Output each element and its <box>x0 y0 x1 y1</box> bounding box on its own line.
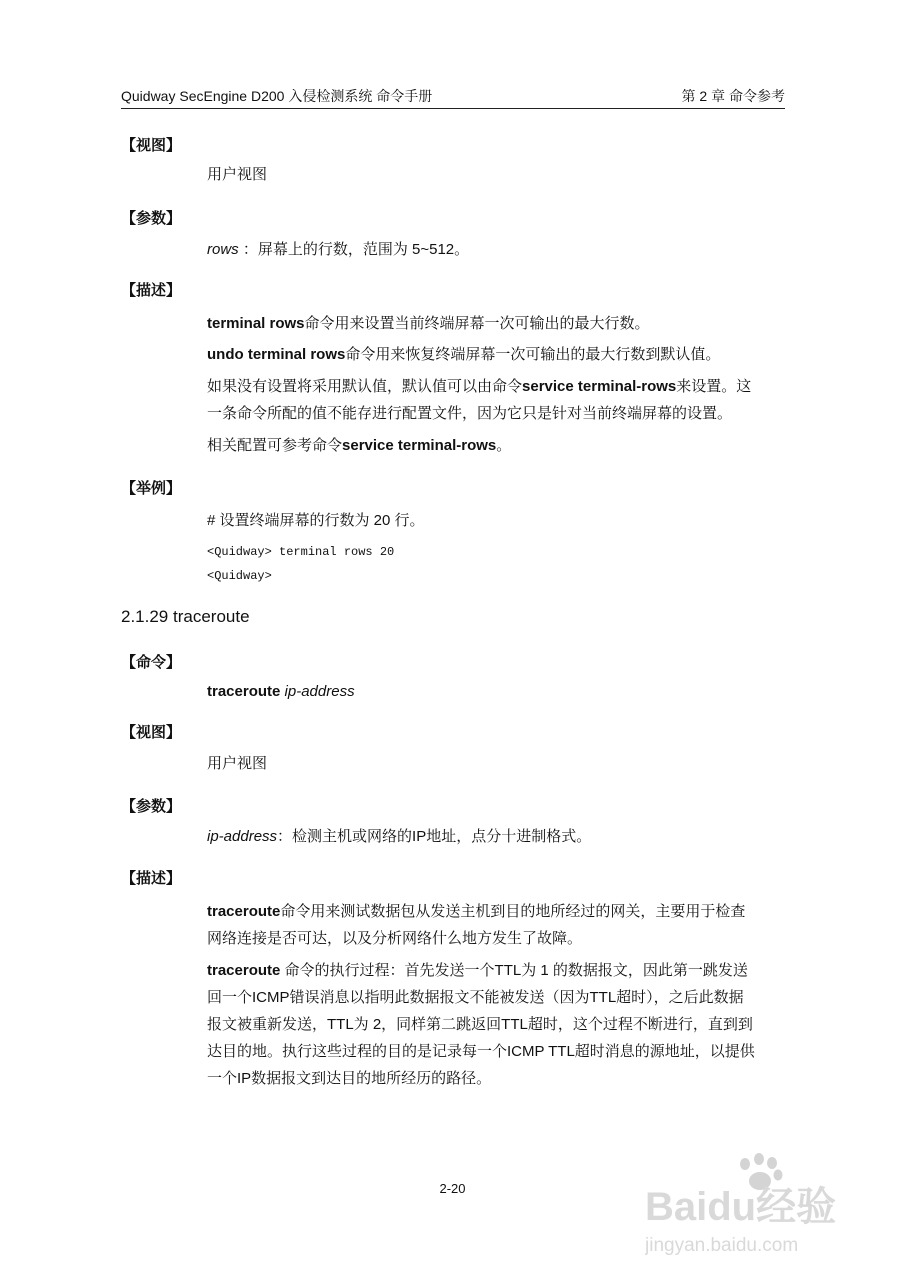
cmd-terminal-rows: terminal rows <box>207 315 305 332</box>
desc-para-3: 如果没有设置将采用默认值，默认值可以由命令service terminal-rows来设置。这 一条命令所配的值不能存进行配置文件，因为它只是针对当前终端屏幕的设置。 <box>207 378 752 422</box>
command-label: 【命令】 <box>121 654 182 671</box>
desc-para-4: 相关配置可参考命令service terminal-rows。 <box>207 437 512 454</box>
param-label-2: 【参数】 <box>121 798 182 815</box>
desc-label: 【描述】 <box>121 282 182 299</box>
cmd-arg: ip-address <box>284 683 355 700</box>
page-number: 2-20 <box>439 1181 466 1196</box>
baidu-watermark <box>645 1148 875 1258</box>
param-label: 【参数】 <box>121 210 182 227</box>
paw-toe-3 <box>767 1157 777 1169</box>
watermark-brand: Baidu经验 <box>645 1185 837 1229</box>
desc-para-1: terminal rows命令用来设置当前终端屏幕一次可输出的最大行数。 <box>207 315 650 332</box>
view-text-2: 用户视图 <box>207 755 268 772</box>
param-name-2: ip-address <box>207 828 278 845</box>
watermark-url: jingyan.baidu.com <box>645 1235 799 1256</box>
param-line-2 <box>207 823 787 850</box>
param-desc: ：屏幕上的行数，范围为 5~512。 <box>242 241 470 258</box>
param-desc-2: ：检测主机或网络的IP地址，点分十进制格式。 <box>277 828 592 845</box>
command-syntax <box>207 678 787 705</box>
cmd-traceroute: traceroute <box>207 683 281 700</box>
example-comment: # 设置终端屏幕的行数为 20 行。 <box>207 512 425 529</box>
param-line <box>207 236 787 263</box>
param-name: rows <box>207 241 239 258</box>
header-chapter: 第 2 章 命令参考 <box>681 88 785 104</box>
header-title: Quidway SecEngine D200 入侵检测系统 命令手册 <box>121 88 433 104</box>
traceroute-desc-1: traceroute命令用来测试数据包从发送主机到目的地所经过的网关，主要用于检查 网络连接是否可达，以及分析网络什么地方发生了故障。 <box>207 903 746 947</box>
paw-toe-4 <box>774 1170 783 1181</box>
desc-para-2: undo terminal rows命令用来恢复终端屏幕一次可输出的最大行数到默认值。 <box>207 346 721 363</box>
desc-label-2: 【描述】 <box>121 870 182 887</box>
paw-toe-2 <box>754 1153 764 1165</box>
example-label: 【举例】 <box>121 480 182 497</box>
traceroute-desc-2: traceroute 命令的执行过程：首先发送一个TTL为 1 的数据报文，因此第一跳发送 回一个ICMP错误消息以指明此数据报文不能被发送（因为TTL超时），之后此数据 报文被重新发送，TTL为 2，同样第二跳返回TTL超时，这个过程不断进行，直到到 达目的地。执行这些过程的目的是记录每一个ICMP TTL超时消息的源地址，以提供 一个IP数据报文到达目的地所经历的路径。 <box>207 962 755 1087</box>
page-header <box>121 86 785 109</box>
cmd-undo-terminal-rows: undo terminal rows <box>207 346 346 363</box>
view-label-2: 【视图】 <box>121 724 182 741</box>
code-line-1: <Quidway> terminal rows 20 <box>207 545 395 559</box>
paw-toe-1 <box>740 1158 750 1170</box>
code-line-2: <Quidway> <box>207 569 272 583</box>
section-heading: 2.1.29 traceroute <box>121 607 250 626</box>
view-text: 用户视图 <box>207 166 268 183</box>
view-label: 【视图】 <box>121 137 182 154</box>
